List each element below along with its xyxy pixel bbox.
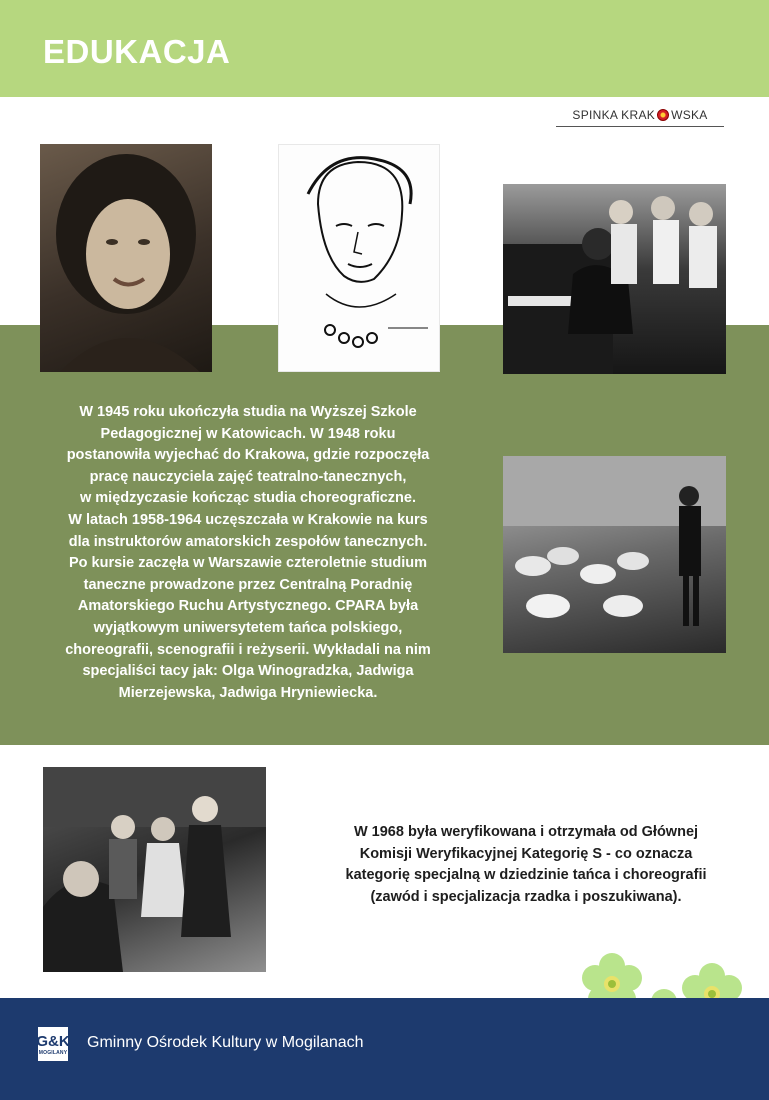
paragraph-line: W 1945 roku ukończyła studia na Wyższej Szkole (79, 404, 417, 420)
brand-logo (556, 104, 724, 127)
children-performance-photo (43, 767, 266, 972)
logo-letters: G&K (36, 1032, 70, 1050)
note-line: (zawód i specjalizacja rzadka i poszukiwana). (370, 888, 682, 905)
paragraph-line: w międzyczasie kończąc studia choreograficzne. (79, 490, 417, 507)
children-illustration (43, 767, 266, 972)
brand-dot-icon (657, 109, 669, 121)
paragraph-line: postanowiła wyjechać do Krakowa, gdzie rozpoczęła (66, 447, 430, 464)
portrait-photo (40, 144, 212, 372)
main-paragraph (40, 402, 456, 704)
paragraph-line: pracę nauczyciela zajęć teatralno-tanecznych, (89, 468, 407, 485)
paragraph-line: Po kursie zaczęła w Warszawie czteroletnie studium (68, 555, 428, 572)
logo-caption: MOGILANY (38, 1049, 68, 1056)
paragraph-line: choreografii, scenografii i reżyserii. Wykładali na nim (65, 641, 431, 658)
paragraph-line: dla instruktorów amatorskich zespołów tanecznych. (68, 533, 428, 550)
dance-class-illustration (503, 456, 726, 653)
note-line: kategorię specjalną w dziedzinie tańca i choreografii (345, 867, 707, 884)
note-line: Komisji Weryfikacyjnej Kategorię S - co oznacza (359, 845, 693, 862)
sketch-illustration (278, 144, 440, 372)
header-bar (0, 0, 769, 97)
portrait-illustration (40, 144, 212, 372)
footer-institution-name: Gminny Ośrodek Kultury w Mogilanach (87, 1034, 364, 1051)
brand-text-left: SPINKA KRAK (572, 108, 656, 122)
paragraph-line: specjaliści tacy jak: Olga Winogradzka, Jadwiga (82, 663, 414, 680)
paragraph-line: W latach 1958-1964 uczęszczała w Krakowie na kurs (68, 511, 428, 528)
paragraph-line: wyjątkowym uniwersytetem tańca polskiego, (93, 619, 403, 636)
piano-illustration (503, 184, 726, 374)
gok-logo (38, 1027, 68, 1061)
sketch-drawing (278, 144, 440, 372)
certification-note (300, 822, 752, 908)
page-title: EDUKACJA (43, 33, 231, 70)
dance-class-photo (503, 456, 726, 653)
paragraph-line: Amatorskiego Ruchu Artystycznego. CPARA była (77, 598, 419, 615)
piano-class-photo (503, 184, 726, 374)
paragraph-line: Pedagogicznej w Katowicach. W 1948 roku (100, 425, 396, 442)
brand-text-right: WSKA (671, 108, 708, 122)
note-line: W 1968 była weryfikowana i otrzymała od Głównej (353, 824, 699, 840)
paragraph-line: taneczne prowadzone przez Centralną Poradnię (83, 576, 413, 593)
paragraph-line: Mierzejewska, Jadwiga Hryniewiecka. (118, 684, 378, 701)
